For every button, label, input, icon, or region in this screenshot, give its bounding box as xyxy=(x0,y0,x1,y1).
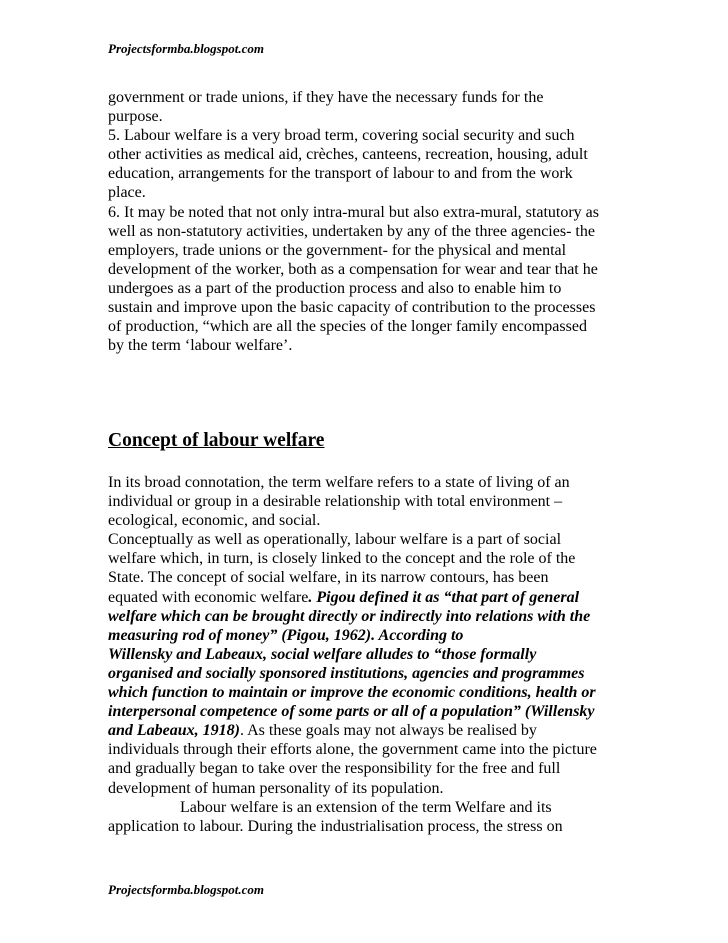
paragraph-block-concept xyxy=(108,473,628,836)
text-line: sustain and improve upon the basic capacity of contribution to the processes xyxy=(108,299,596,317)
text-line: well as non-statutory activities, undertaken by any of the three agencies- the xyxy=(108,222,595,240)
text-line: of production, “which are all the species of the longer family encompassed xyxy=(108,318,587,336)
emphasis-line: which function to maintain or improve the economic conditions, health or xyxy=(108,684,596,702)
text-line: Conceptually as well as operationally, labour welfare is a part of social xyxy=(108,531,562,549)
text-line: place. xyxy=(108,184,146,202)
emphasis-line: Willensky and Labeaux, social welfare alludes to “those formally xyxy=(108,645,537,663)
text-line: individuals through their efforts alone, the government came into the picture xyxy=(108,741,597,759)
text-line-mixed xyxy=(108,721,628,740)
text-line: education, arrangements for the transport of labour to and from the work xyxy=(108,165,573,183)
text-line: purpose. xyxy=(108,108,163,126)
text-line: State. The concept of social welfare, in its narrow contours, has been xyxy=(108,569,549,587)
text-line: In its broad connotation, the term welfare refers to a state of living of an xyxy=(108,474,570,491)
page-header-site: Projectsformba.blogspot.com xyxy=(108,41,264,56)
text-line: and gradually began to take over the responsibility for the free and full xyxy=(108,760,561,778)
paragraph-block-welfare-points xyxy=(108,88,628,355)
emphasis-run: and Labeaux, 1918) xyxy=(108,722,240,740)
text-line-indented xyxy=(108,798,628,817)
section-heading-concept: Concept of labour welfare xyxy=(108,430,325,451)
emphasis-line: welfare which can be brought directly or indirectly into relations with the xyxy=(108,607,591,625)
text-line: government or trade unions, if they have the necessary funds for the xyxy=(108,89,544,106)
emphasis-line: interpersonal competence of some parts or all of a population” (Willensky xyxy=(108,703,595,721)
emphasis-line: organised and socially sponsored institutions, agencies and programmes xyxy=(108,664,585,682)
emphasis-line: measuring rod of money” (Pigou, 1962). According to xyxy=(108,626,464,644)
text-line: 5. Labour welfare is a very broad term, covering social security and such xyxy=(108,127,575,145)
text-line: individual or group in a desirable relationship with total environment – xyxy=(108,493,563,511)
text-line: development of the worker, both as a compensation for wear and tear that he xyxy=(108,260,598,278)
text-line: employers, trade unions or the government- for the physical and mental xyxy=(108,241,567,259)
text-run: . As these goals may not always be realised by xyxy=(240,722,537,740)
text-line: undergoes as a part of the production process and also to enable him to xyxy=(108,279,562,297)
text-line: development of human personality of its population. xyxy=(108,779,444,797)
emphasis-run: . Pigou defined it as “that part of general xyxy=(308,588,580,606)
text-line: 6. It may be noted that not only intra-mural but also extra-mural, statutory as xyxy=(108,203,599,221)
page-footer-site: Projectsformba.blogspot.com xyxy=(108,882,264,897)
text-run: equated with economic welfare xyxy=(108,588,309,606)
text-line: welfare which, in turn, is closely linked to the concept and the role of the xyxy=(108,550,576,568)
text-line: by the term ‘labour welfare’. xyxy=(108,337,293,355)
text-line: other activities as medical aid, crèches, canteens, recreation, housing, adult xyxy=(108,146,588,164)
text-line: ecological, economic, and social. xyxy=(108,512,321,530)
text-line-mixed xyxy=(108,588,628,607)
text-line: application to labour. During the industrialisation process, the stress on xyxy=(108,817,563,835)
text-run: Labour welfare is an extension of the term Welfare and its xyxy=(180,798,552,816)
